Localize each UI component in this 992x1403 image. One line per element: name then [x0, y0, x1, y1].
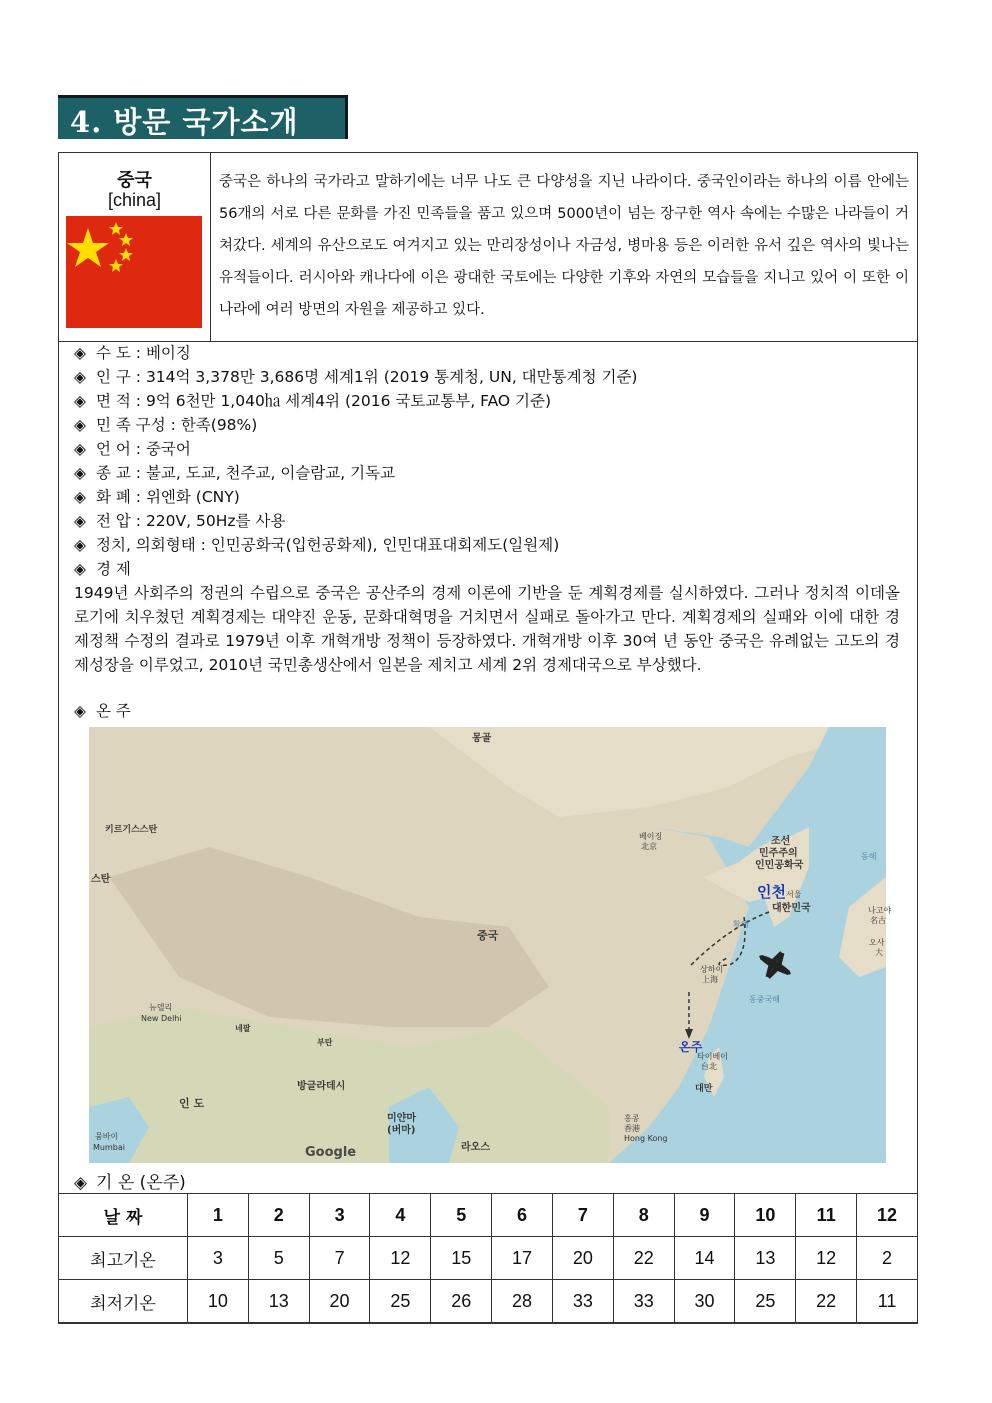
month-cell: 2	[248, 1194, 309, 1237]
low-cell: 13	[248, 1280, 309, 1323]
bullet-icon: ◈	[74, 440, 86, 458]
temperature-section-heading: ◈ 기 온 (온주)	[74, 1173, 186, 1193]
bullet-icon: ◈	[74, 536, 86, 554]
bullet-icon: ◈	[74, 344, 86, 362]
map-label-yellow-sea: 황해	[733, 920, 749, 929]
high-cell: 15	[431, 1237, 492, 1280]
fact-list	[74, 341, 904, 581]
flag-cell	[58, 152, 211, 341]
high-cell: 3	[188, 1237, 249, 1280]
map-label-east-sea: 동해	[861, 852, 877, 861]
map-label-myanmar-2: (버마)	[387, 1125, 416, 1136]
country-english-name: [china]	[107, 190, 162, 210]
month-cell: 4	[370, 1194, 431, 1237]
map-label-taipei-zh: 台北	[701, 1062, 717, 1071]
route-map	[89, 727, 892, 1163]
high-cell: 5	[248, 1237, 309, 1280]
map-label-nagoya-zh: 名古	[870, 916, 886, 925]
map-label-bhutan: 부탄	[317, 1038, 333, 1047]
fact-ethnicity: ◈ 민 족 구성 : 한족(98%)	[74, 413, 904, 437]
map-label-east-china-sea: 동중국해	[749, 995, 780, 1004]
month-cell: 11	[796, 1194, 857, 1237]
fact-voltage: ◈ 전 압 : 220V, 50Hz를 사용	[74, 509, 904, 533]
low-cell: 20	[309, 1280, 370, 1323]
high-cell: 20	[552, 1237, 613, 1280]
bullet-icon: ◈	[74, 1173, 88, 1193]
map-section-heading: ◈ 온 주	[74, 699, 904, 723]
bullet-icon: ◈	[74, 392, 86, 410]
high-cell: 12	[796, 1237, 857, 1280]
map-label-laos: 라오스	[461, 1142, 490, 1153]
map-label-beijing-zh: 北京	[641, 842, 657, 851]
map-label-beijing: 베이징	[639, 832, 663, 841]
map-label-taiwan: 대만	[695, 1084, 713, 1094]
high-cell: 14	[674, 1237, 735, 1280]
map-label-incheon: 인천	[757, 883, 786, 901]
map-label-osaka-zh: 大	[875, 948, 883, 957]
row-label-low: 최저기온	[59, 1280, 188, 1323]
low-cell: 11	[857, 1280, 918, 1323]
map-label-mumbai: 뭄바이	[95, 1132, 119, 1141]
map-label-mongolia: 몽골	[472, 733, 492, 744]
row-label-high: 최고기온	[59, 1237, 188, 1280]
high-cell: 22	[613, 1237, 674, 1280]
high-cell: 2	[857, 1237, 918, 1280]
map-label-shanghai-zh: 上海	[702, 975, 718, 984]
map-label-mumbai-en: Mumbai	[93, 1143, 125, 1152]
map-label-shanghai: 상하이	[700, 965, 724, 974]
bullet-icon: ◈	[74, 416, 86, 434]
low-cell: 28	[492, 1280, 553, 1323]
map-label-nagoya: 나고야	[868, 906, 892, 915]
fact-currency: ◈ 화 폐 : 위엔화 (CNY)	[74, 485, 904, 509]
bullet-icon: ◈	[74, 560, 86, 578]
section-heading-text: 4. 방문 국가소개	[70, 105, 299, 139]
high-cell: 17	[492, 1237, 553, 1280]
map-label-newdelhi: 뉴델리	[149, 1003, 173, 1012]
low-cell: 26	[431, 1280, 492, 1323]
bullet-icon: ◈	[74, 512, 86, 530]
table-row-months	[59, 1194, 918, 1237]
high-cell: 12	[370, 1237, 431, 1280]
low-cell: 33	[552, 1280, 613, 1323]
map-label-hongkong-en: Hong Kong	[624, 1134, 668, 1143]
economy-paragraph: 1949년 사회주의 정권의 수립으로 중국은 공산주의 경제 이론에 기반을 둔 계획경제를 실시하였다. 그러나 정치적 이데올로기에 치우쳤던 계획경제는 대약진 운동, 문화대혁명을 거치면서 실패로 돌아가고 만다. 계획경제의 실패와 이에 대한 경제정책 수정의 결과로 1979년 이후 개혁개방 정책이 등장하였다. 개혁개방 이후 30여 년 동안 중국은 유례없는 고도의 경제성장을 이루었고, 2010년 국민총생산에서 일본을 제치고 세계 2위 경제대국으로 부상했다.	[74, 584, 900, 674]
month-cell: 8	[613, 1194, 674, 1237]
map-label-dprk-2: 민주주의	[759, 848, 798, 859]
map-label-china: 중국	[477, 929, 499, 942]
china-flag-image	[66, 216, 202, 328]
fact-language: ◈ 언 어 : 중국어	[74, 437, 904, 461]
high-cell: 7	[309, 1237, 370, 1280]
map-label-nepal: 네팔	[235, 1024, 251, 1033]
low-cell: 30	[674, 1280, 735, 1323]
country-name: 중국	[117, 170, 152, 190]
map-label-rok: 대한민국	[772, 903, 811, 914]
month-cell: 10	[735, 1194, 796, 1237]
month-cell: 7	[552, 1194, 613, 1237]
low-cell: 33	[613, 1280, 674, 1323]
map-label-india: 인 도	[179, 1097, 205, 1110]
bullet-icon: ◈	[74, 464, 86, 482]
fact-politics: ◈ 정치, 의회형태 : 인민공화국(입헌공화제), 인민대표대회제도(일원제)	[74, 533, 904, 557]
map-label-dprk-3: 인민공화국	[755, 860, 804, 871]
table-row-high	[59, 1237, 918, 1280]
fact-capital: ◈ 수 도 : 베이징	[74, 341, 904, 365]
google-logo: Google	[305, 1145, 357, 1160]
map-label-hongkong: 홍콩	[624, 1114, 640, 1123]
map-label-dprk-1: 조선	[771, 836, 791, 847]
bullet-icon: ◈	[74, 702, 86, 720]
country-header	[58, 152, 918, 342]
fact-economy-heading: ◈ 경 제	[74, 557, 904, 581]
map-label-kyrgyz: 키르기스스탄	[105, 825, 158, 835]
month-cell: 3	[309, 1194, 370, 1237]
table-row-low	[59, 1280, 918, 1323]
section-heading	[58, 95, 348, 139]
low-cell: 10	[188, 1280, 249, 1323]
fact-population: ◈ 인 구 : 314억 3,378만 3,686명 세계1위 (2019 통계청, UN, 대만통계청 기준)	[74, 365, 904, 389]
month-cell: 12	[857, 1194, 918, 1237]
country-intro: 중국은 하나의 국가라고 말하기에는 너무 나도 큰 다양성을 지닌 나라이다. 중국인이라는 하나의 이름 안에는 56개의 서로 다른 문화를 가진 민족들을 품고 있으며 5000년이 넘는 장구한 역사 속에는 수많은 나라들이 거쳐갔다. 세계의 유산으로도 여겨지고 있는 만리장성이나 자금성, 병마용 등은 이러한 유서 깊은 역사의 빛나는 유적들이다. 러시아와 캐나다에 이은 광대한 국토에는 다양한 기후와 자연의 모습들을 지니고 있어 이 또한 이 나라에 여러 방면의 자원을 제공하고 있다.	[219, 174, 909, 318]
map-label-osaka: 오사	[869, 938, 885, 947]
map-label-bangladesh: 방글라데시	[297, 1081, 346, 1092]
climate-table	[58, 1193, 918, 1323]
map-label-taipei: 타이베이	[697, 1052, 728, 1061]
bullet-icon: ◈	[74, 488, 86, 506]
high-cell: 13	[735, 1237, 796, 1280]
fact-area: ◈ 면 적 : 9억 6천만 1,040㏊ 세계4위 (2016 국토교통부, FAO 기준)	[74, 389, 904, 413]
month-cell: 1	[188, 1194, 249, 1237]
fact-religion: ◈ 종 교 : 불교, 도교, 천주교, 이슬람교, 기독교	[74, 461, 904, 485]
month-cell: 6	[492, 1194, 553, 1237]
low-cell: 25	[370, 1280, 431, 1323]
month-cell: 9	[674, 1194, 735, 1237]
table-header-date: 날 짜	[59, 1194, 188, 1237]
map-label-newdelhi-en: New Delhi	[141, 1014, 182, 1023]
low-cell: 22	[796, 1280, 857, 1323]
map-label-myanmar: 미얀마	[387, 1113, 416, 1124]
map-label-seoul: 서울	[786, 890, 802, 899]
bullet-icon: ◈	[74, 368, 86, 386]
low-cell: 25	[735, 1280, 796, 1323]
month-cell: 5	[431, 1194, 492, 1237]
map-label-hongkong-zh: 香港	[624, 1124, 640, 1133]
map-label-stan: 스탄	[91, 874, 111, 885]
map-label-wenzhou: 온주	[679, 1040, 703, 1054]
